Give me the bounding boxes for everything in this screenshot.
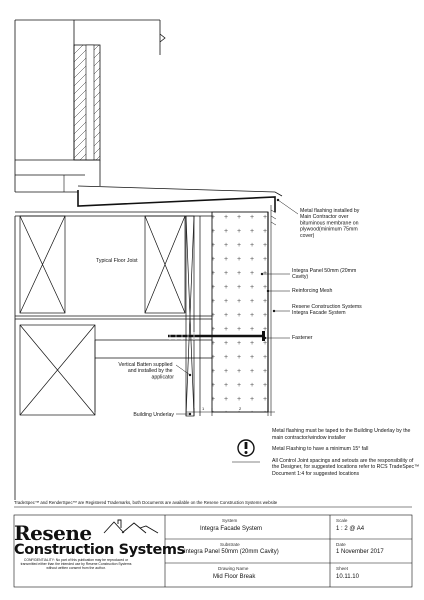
callout-vertical-batten: Vertical Batten supplied and installed by the applicator bbox=[118, 362, 174, 381]
scale-label: Scale bbox=[336, 518, 348, 523]
scale-value: 1 : 2 @ A4 bbox=[336, 526, 365, 532]
date-value: 1 November 2017 bbox=[336, 549, 384, 555]
svg-text:1: 1 bbox=[202, 406, 205, 411]
upper-wall bbox=[15, 20, 165, 192]
callout-typical-floor-joist: Typical Floor Joist bbox=[96, 258, 138, 264]
substrate-value: Integra Panel 50mm (20mm Cavity) bbox=[184, 549, 279, 555]
system-value: Integra Facade System bbox=[200, 526, 263, 532]
floor-joist-blocks bbox=[20, 216, 185, 415]
warning-icon bbox=[232, 440, 260, 462]
callout-metal-flashing: Metal flashing installed by Main Contractor over bituminous membrane on plywood(minimum 75mm cover) bbox=[300, 208, 360, 239]
brand-line-1: Resene bbox=[14, 521, 92, 545]
note-taping: Metal flashing must be taped to the Building Underlay by the main contractor/window installer bbox=[272, 428, 411, 441]
substrate-label: Substrate bbox=[220, 542, 240, 547]
trademark-note: TradeSpec™ and RenderSpec™ are Registered Trademarks, both Documents are available on the Resene Construction Systems website bbox=[14, 500, 278, 505]
callout-building-underlay: Building Underlay bbox=[133, 412, 174, 418]
brand-logo bbox=[14, 523, 185, 558]
sheet-value: 10.11.10 bbox=[336, 574, 359, 580]
drawing-name-value: Mid Floor Break bbox=[213, 574, 256, 580]
svg-text:2: 2 bbox=[239, 406, 242, 411]
metal-flashing bbox=[78, 160, 282, 212]
integra-panel bbox=[212, 205, 276, 416]
callout-integra-panel: Integra Panel 50mm (20mm Cavity) bbox=[292, 268, 357, 281]
floor-zone bbox=[15, 212, 212, 500]
general-notes bbox=[272, 428, 420, 483]
confidentiality-note: CONFIDENTIALITY: No part of this publication may be reproduced or transmitted either than the intended use by Resene Construction Systems without written consent from the author. bbox=[20, 558, 132, 571]
system-label: System bbox=[222, 518, 238, 523]
callout-reinforcing-mesh: Reinforcing Mesh bbox=[292, 288, 333, 294]
sheet-label: Sheet bbox=[336, 566, 349, 571]
callout-facade-system: Resene Construction Systems Integra Facade System bbox=[292, 304, 362, 317]
note-fall: Metal Flashing to have a minimum 15° fall bbox=[272, 446, 369, 453]
drawing-name-label: Drawing Name bbox=[218, 566, 249, 571]
brand-line-2: Construction Systems bbox=[14, 542, 185, 558]
note-control-joints: All Control Joint spacings and setouts are the responsibility of the Designer, for suggested locations refer to RCS TradeSpec™ Document 1:4 for suggested locations bbox=[272, 457, 420, 477]
date-label: Date bbox=[336, 542, 346, 547]
callout-fastener: Fastener bbox=[292, 335, 313, 341]
